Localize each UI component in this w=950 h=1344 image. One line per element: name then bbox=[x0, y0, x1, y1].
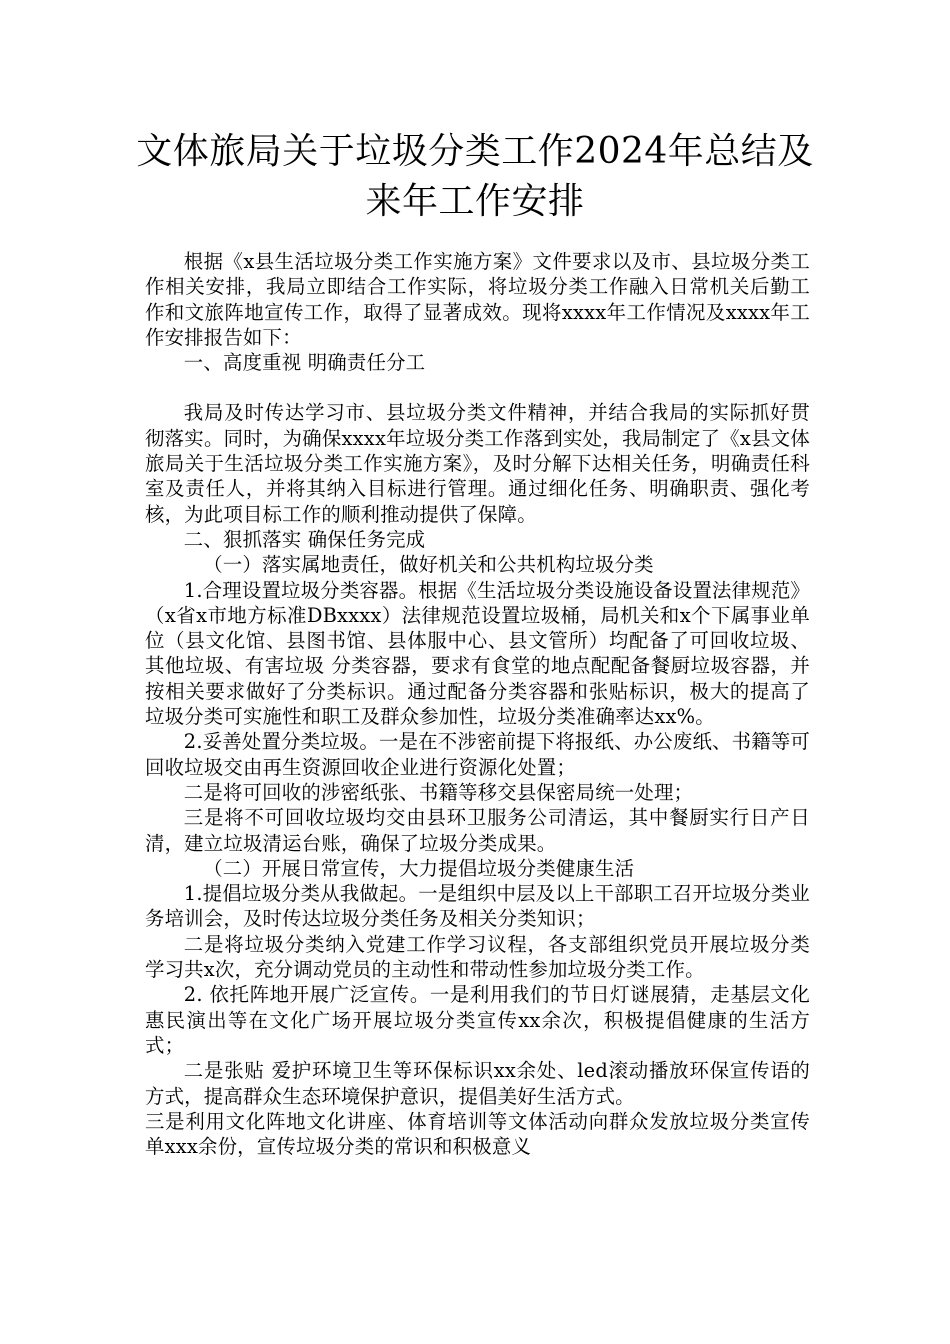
body-paragraph: 2. 依托阵地开展广泛宣传。一是利用我们的节日灯谜展猜，走基层文化惠民演出等在文化广场开展垃圾分类宣传xx余次，积极提倡健康的生活方式； bbox=[145, 983, 810, 1057]
document-body bbox=[145, 249, 810, 1159]
body-paragraph: 二是张贴 爱护环境卫生等环保标识xx余处、led滚动播放环保宣传语的方式，提高群众生态环境保护意识，提倡美好生活方式。 bbox=[145, 1059, 810, 1108]
body-paragraph: 我局及时传达学习市、县垃圾分类文件精神，并结合我局的实际抓好贯彻落实。同时，为确保xxxx年垃圾分类工作落到实处，我局制定了《x县文体旅局关于生活垃圾分类工作实施方案》，及时分解下达相关任务，明确责任科室及责任人，并将其纳入目标进行管理。通过细化任务、明确职责、强化考核，为此项目标工作的顺利推动提供了保障。 bbox=[145, 401, 810, 526]
title-line-2: 来年工作安排 bbox=[365, 181, 585, 222]
intro-paragraph: 根据《x县生活垃圾分类工作实施方案》文件要求以及市、县垃圾分类工作相关安排，我局立即结合工作实际，将垃圾分类工作融入日常机关后勤工作和文旅阵地宣传工作，取得了显著成效。现将xxxx年工作情况及xxxx年工作安排报告如下： bbox=[145, 250, 810, 349]
body-paragraph: 三是利用文化阵地文化讲座、体育培训等文体活动向群众发放垃圾分类宣传单xxx余份，宣传垃圾分类的常识和积极意义 bbox=[145, 1109, 810, 1159]
body-paragraph: 1.提倡垃圾分类从我做起。一是组织中层及以上干部职工召开垃圾分类业务培训会，及时传达垃圾分类任务及相关分类知识； bbox=[145, 882, 811, 931]
section-heading-1: 一、高度重视 明确责任分工 bbox=[183, 351, 426, 375]
body-paragraph: 三是将不可回收垃圾均交由县环卫服务公司清运，其中餐厨实行日产日清，建立垃圾清运台账，确保了垃圾分类成果。 bbox=[145, 806, 810, 855]
document-title bbox=[120, 127, 830, 227]
body-paragraph: 1.合理设置垃圾分类容器。根据《生活垃圾分类设施设备设置法律规范》（x省x市地方标准DBxxxx）法律规范设置垃圾桶，局机关和x个下属事业单位（县文化馆、县图书馆、县体服中心、县文管所）均配备了可回收垃圾、其他垃圾、有害垃圾 分类容器，要求有食堂的地点配配备餐厨垃圾容器，并按相关要求做好了分类标识。通过配备分类容器和张贴标识，极大的提高了垃圾分类可实施性和职工及群众参加性，垃圾分类准确率达xx%。 bbox=[145, 578, 811, 729]
body-paragraph: 二是将垃圾分类纳入党建工作学习议程，各支部组织党员开展垃圾分类学习共x次，充分调动党员的主动性和带动性参加垃圾分类工作。 bbox=[145, 932, 810, 982]
section-heading-2: 二、狠抓落实 确保任务完成 bbox=[183, 527, 426, 551]
body-paragraph: 2.妥善处置分类垃圾。一是在不涉密前提下将报纸、办公废纸、书籍等可回收垃圾交由再生资源回收企业进行资源化处置； bbox=[145, 730, 811, 779]
subsection-heading-1: （一）落实属地责任，做好机关和公共机构垃圾分类 bbox=[203, 553, 654, 577]
subsection-heading-2: （二）开展日常宣传，大力提倡垃圾分类健康生活 bbox=[203, 856, 635, 880]
blank-line bbox=[145, 375, 810, 400]
title-line-1: 文体旅局关于垃圾分类工作2024年总结及 bbox=[136, 131, 814, 172]
body-paragraph: 二是将可回收的涉密纸张、书籍等移交县保密局统一处理； bbox=[183, 780, 694, 804]
